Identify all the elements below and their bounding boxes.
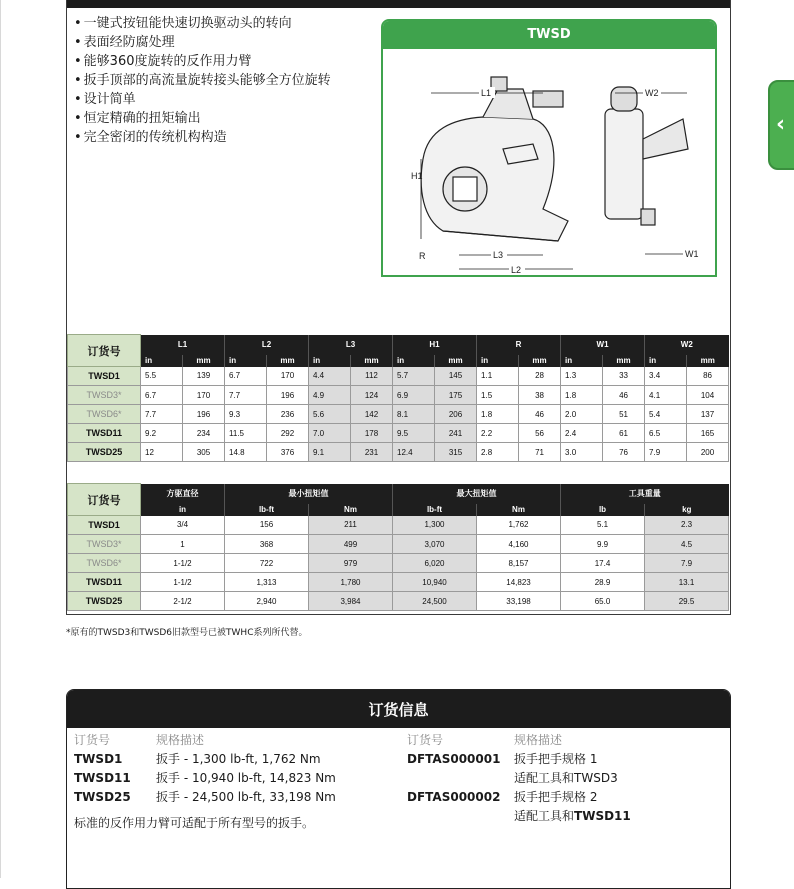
value-cell: 3/4: [141, 516, 225, 535]
dim-group-header: L3: [309, 335, 393, 355]
dimensions-table: [67, 334, 729, 462]
value-cell: 211: [309, 516, 393, 535]
label-w1: W1: [685, 249, 699, 259]
label-w2: W2: [645, 88, 659, 98]
value-cell: 7.9: [645, 443, 687, 462]
value-cell: 200: [687, 443, 729, 462]
value-cell: 112: [351, 367, 393, 386]
value-cell: 8,157: [477, 554, 561, 573]
value-cell: 2-1/2: [141, 592, 225, 611]
value-cell: 6.7: [225, 367, 267, 386]
value-cell: 2.0: [561, 405, 603, 424]
table-row: [68, 386, 729, 405]
value-cell: 156: [225, 516, 309, 535]
page-edge: [0, 0, 1, 878]
model-cell: TWSD25: [68, 443, 141, 462]
unit-header: in: [309, 355, 351, 367]
footnote: *原有的TWSD3和TWSD6旧款型号已被TWHC系列所代替。: [66, 628, 308, 638]
value-cell: 76: [603, 443, 645, 462]
value-cell: 315: [435, 443, 477, 462]
value-cell: 1-1/2: [141, 554, 225, 573]
unit-header: in: [477, 355, 519, 367]
value-cell: 145: [435, 367, 477, 386]
table-row: [68, 367, 729, 386]
order-desc-compat: [514, 769, 631, 788]
value-cell: 38: [519, 386, 561, 405]
label-l1: L1: [481, 88, 492, 98]
value-cell: 3,070: [393, 535, 477, 554]
value-cell: 4,160: [477, 535, 561, 554]
unit-header: in: [561, 355, 603, 367]
value-cell: 1.5: [477, 386, 519, 405]
value-cell: 7.7: [225, 386, 267, 405]
value-cell: 28: [519, 367, 561, 386]
value-cell: 9.5: [393, 424, 435, 443]
order-desc: 扳手 - 10,940 lb-ft, 14,823 Nm: [156, 771, 336, 785]
value-cell: 4.4: [309, 367, 351, 386]
model-cell: TWSD25: [68, 592, 141, 611]
value-cell: 368: [225, 535, 309, 554]
feature-item: • 能够360度旋转的反作用力臂: [74, 52, 331, 71]
value-cell: 170: [183, 386, 225, 405]
value-cell: 1.1: [477, 367, 519, 386]
value-cell: 6,020: [393, 554, 477, 573]
value-cell: 1,313: [225, 573, 309, 592]
value-cell: 1.3: [561, 367, 603, 386]
label-r: R: [419, 251, 426, 261]
feature-item: • 表面经防腐处理: [74, 33, 331, 52]
value-cell: 46: [603, 386, 645, 405]
value-cell: 51: [603, 405, 645, 424]
value-cell: 71: [519, 443, 561, 462]
value-cell: 499: [309, 535, 393, 554]
value-cell: 33: [603, 367, 645, 386]
table-row: [68, 443, 729, 462]
unit-header: mm: [435, 355, 477, 367]
value-cell: 2,940: [225, 592, 309, 611]
compat-prefix: 适配工具和: [514, 771, 575, 785]
value-cell: 9.9: [561, 535, 645, 554]
value-cell: 139: [183, 367, 225, 386]
col-header: 订货号: [407, 733, 444, 747]
feature-item: • 恒定精确的扭矩输出: [74, 109, 331, 128]
value-cell: 241: [435, 424, 477, 443]
order-model: TWSD11: [74, 771, 131, 785]
unit-header: mm: [603, 355, 645, 367]
unit-header: mm: [267, 355, 309, 367]
compat-model: TWSD11: [574, 809, 631, 823]
value-cell: 231: [351, 443, 393, 462]
model-cell: TWSD3*: [68, 386, 141, 405]
value-cell: 17.4: [561, 554, 645, 573]
model-cell: TWSD3*: [68, 535, 141, 554]
collapse-sidebar-button[interactable]: [768, 80, 794, 170]
dimension-figure: [381, 19, 717, 277]
value-cell: 5.5: [141, 367, 183, 386]
value-cell: 137: [687, 405, 729, 424]
unit-header: Nm: [309, 504, 393, 516]
table-row: [68, 554, 729, 573]
value-cell: 3,984: [309, 592, 393, 611]
ordering-note: 标准的反作用力臂可适配于所有型号的扳手。: [74, 816, 315, 830]
value-cell: 7.7: [141, 405, 183, 424]
order-desc-compat: [514, 807, 631, 826]
value-cell: 7.0: [309, 424, 351, 443]
value-cell: 1,780: [309, 573, 393, 592]
value-cell: 28.9: [561, 573, 645, 592]
label-h1: H1: [411, 171, 423, 181]
dim-group-header: H1: [393, 335, 477, 355]
col-header: 规格描述: [156, 733, 205, 747]
model-cell: TWSD11: [68, 424, 141, 443]
feature-item: • 一键式按钮能快速切换驱动头的转向: [74, 14, 331, 33]
value-cell: 14.8: [225, 443, 267, 462]
value-cell: 11.5: [225, 424, 267, 443]
value-cell: 1,300: [393, 516, 477, 535]
value-cell: 376: [267, 443, 309, 462]
torque-group-header: 最小扭矩值: [225, 484, 393, 504]
order-model: DFTAS000001: [407, 752, 501, 766]
value-cell: 175: [435, 386, 477, 405]
wrench-drawing: [383, 49, 715, 275]
table-row: [68, 424, 729, 443]
unit-header: mm: [183, 355, 225, 367]
table-row: [68, 592, 729, 611]
value-cell: 5.6: [309, 405, 351, 424]
model-cell: TWSD1: [68, 516, 141, 535]
value-cell: 12.4: [393, 443, 435, 462]
value-cell: 196: [267, 386, 309, 405]
unit-header: in: [141, 355, 183, 367]
figure-title: TWSD: [383, 21, 715, 49]
right-desc-column: [514, 731, 631, 826]
value-cell: 8.1: [393, 405, 435, 424]
value-cell: 305: [183, 443, 225, 462]
dim-group-header: R: [477, 335, 561, 355]
wrench-end-view: [605, 87, 688, 225]
value-cell: 4.5: [645, 535, 729, 554]
value-cell: 6.7: [141, 386, 183, 405]
col-header: 规格描述: [514, 733, 563, 747]
value-cell: 196: [183, 405, 225, 424]
value-cell: 65.0: [561, 592, 645, 611]
value-cell: 2.2: [477, 424, 519, 443]
model-cell: TWSD6*: [68, 405, 141, 424]
value-cell: 46: [519, 405, 561, 424]
value-cell: 61: [603, 424, 645, 443]
torque-group-header: 最大扭矩值: [393, 484, 561, 504]
model-cell: TWSD6*: [68, 554, 141, 573]
model-column-header: 订货号: [68, 484, 141, 516]
value-cell: 5.1: [561, 516, 645, 535]
value-cell: 170: [267, 367, 309, 386]
feature-item: • 扳手顶部的高流量旋转接头能够全方位旋转: [74, 71, 331, 90]
value-cell: 56: [519, 424, 561, 443]
value-cell: 236: [267, 405, 309, 424]
value-cell: 13.1: [645, 573, 729, 592]
feature-item: • 完全密闭的传统机构构造: [74, 128, 331, 147]
dim-group-header: L1: [141, 335, 225, 355]
dim-group-header: W1: [561, 335, 645, 355]
torque-group-header: 工具重量: [561, 484, 729, 504]
order-desc: 扳手 - 1,300 lb-ft, 1,762 Nm: [156, 752, 321, 766]
chevron-left-icon: ‹: [776, 112, 786, 137]
unit-header: mm: [351, 355, 393, 367]
model-cell: TWSD1: [68, 367, 141, 386]
model-cell: TWSD11: [68, 573, 141, 592]
value-cell: 206: [435, 405, 477, 424]
value-cell: 9.2: [141, 424, 183, 443]
value-cell: 14,823: [477, 573, 561, 592]
value-cell: 722: [225, 554, 309, 573]
value-cell: 3.4: [645, 367, 687, 386]
value-cell: 6.5: [645, 424, 687, 443]
unit-header: in: [225, 355, 267, 367]
value-cell: 29.5: [645, 592, 729, 611]
label-l3: L3: [493, 250, 504, 260]
feature-item: • 设计简单: [74, 90, 331, 109]
value-cell: 124: [351, 386, 393, 405]
compat-model: TWSD3: [574, 771, 618, 785]
unit-header: lb-ft: [393, 504, 477, 516]
order-desc: 扳手把手规格 1: [514, 752, 598, 766]
value-cell: 165: [687, 424, 729, 443]
label-l2: L2: [511, 265, 522, 275]
model-column-header: 订货号: [68, 335, 141, 367]
value-cell: 7.9: [645, 554, 729, 573]
unit-header: in: [645, 355, 687, 367]
unit-header: mm: [519, 355, 561, 367]
dim-group-header: W2: [645, 335, 729, 355]
order-model: DFTAS000002: [407, 790, 501, 804]
order-model: TWSD25: [74, 790, 131, 804]
value-cell: 234: [183, 424, 225, 443]
value-cell: 1-1/2: [141, 573, 225, 592]
value-cell: 104: [687, 386, 729, 405]
value-cell: 2.3: [645, 516, 729, 535]
dim-group-header: L2: [225, 335, 309, 355]
value-cell: 1: [141, 535, 225, 554]
value-cell: 33,198: [477, 592, 561, 611]
value-cell: 142: [351, 405, 393, 424]
value-cell: 9.1: [309, 443, 351, 462]
feature-list: [74, 14, 331, 147]
table-row: [68, 535, 729, 554]
ordering-title: 订货信息: [67, 690, 730, 728]
torque-table: [67, 483, 729, 611]
right-model-column: [407, 731, 500, 807]
value-cell: 4.1: [645, 386, 687, 405]
value-cell: 86: [687, 367, 729, 386]
compat-prefix: 适配工具和: [514, 809, 575, 823]
value-cell: 1.8: [477, 405, 519, 424]
unit-header: in: [141, 504, 225, 516]
value-cell: 178: [351, 424, 393, 443]
col-header: 订货号: [74, 733, 111, 747]
unit-header: mm: [687, 355, 729, 367]
value-cell: 10,940: [393, 573, 477, 592]
value-cell: 12: [141, 443, 183, 462]
unit-header: Nm: [477, 504, 561, 516]
value-cell: 24,500: [393, 592, 477, 611]
unit-header: lb: [561, 504, 645, 516]
unit-header: in: [393, 355, 435, 367]
unit-header: kg: [645, 504, 729, 516]
table-row: [68, 516, 729, 535]
table-row: [68, 405, 729, 424]
value-cell: 3.0: [561, 443, 603, 462]
left-model-column: [74, 731, 131, 807]
torque-group-header: 方驱直径: [141, 484, 225, 504]
value-cell: 4.9: [309, 386, 351, 405]
order-desc: 扳手把手规格 2: [514, 790, 598, 804]
unit-header: lb-ft: [225, 504, 309, 516]
ordering-info: [66, 689, 731, 889]
value-cell: 6.9: [393, 386, 435, 405]
order-desc: 扳手 - 24,500 lb-ft, 33,198 Nm: [156, 790, 336, 804]
order-model: TWSD1: [74, 752, 123, 766]
value-cell: 979: [309, 554, 393, 573]
value-cell: 1,762: [477, 516, 561, 535]
left-desc-column: [156, 731, 336, 807]
value-cell: 292: [267, 424, 309, 443]
value-cell: 1.8: [561, 386, 603, 405]
value-cell: 2.4: [561, 424, 603, 443]
table-row: [68, 573, 729, 592]
value-cell: 5.4: [645, 405, 687, 424]
wrench-side-view: [421, 77, 568, 241]
value-cell: 5.7: [393, 367, 435, 386]
value-cell: 2.8: [477, 443, 519, 462]
value-cell: 9.3: [225, 405, 267, 424]
